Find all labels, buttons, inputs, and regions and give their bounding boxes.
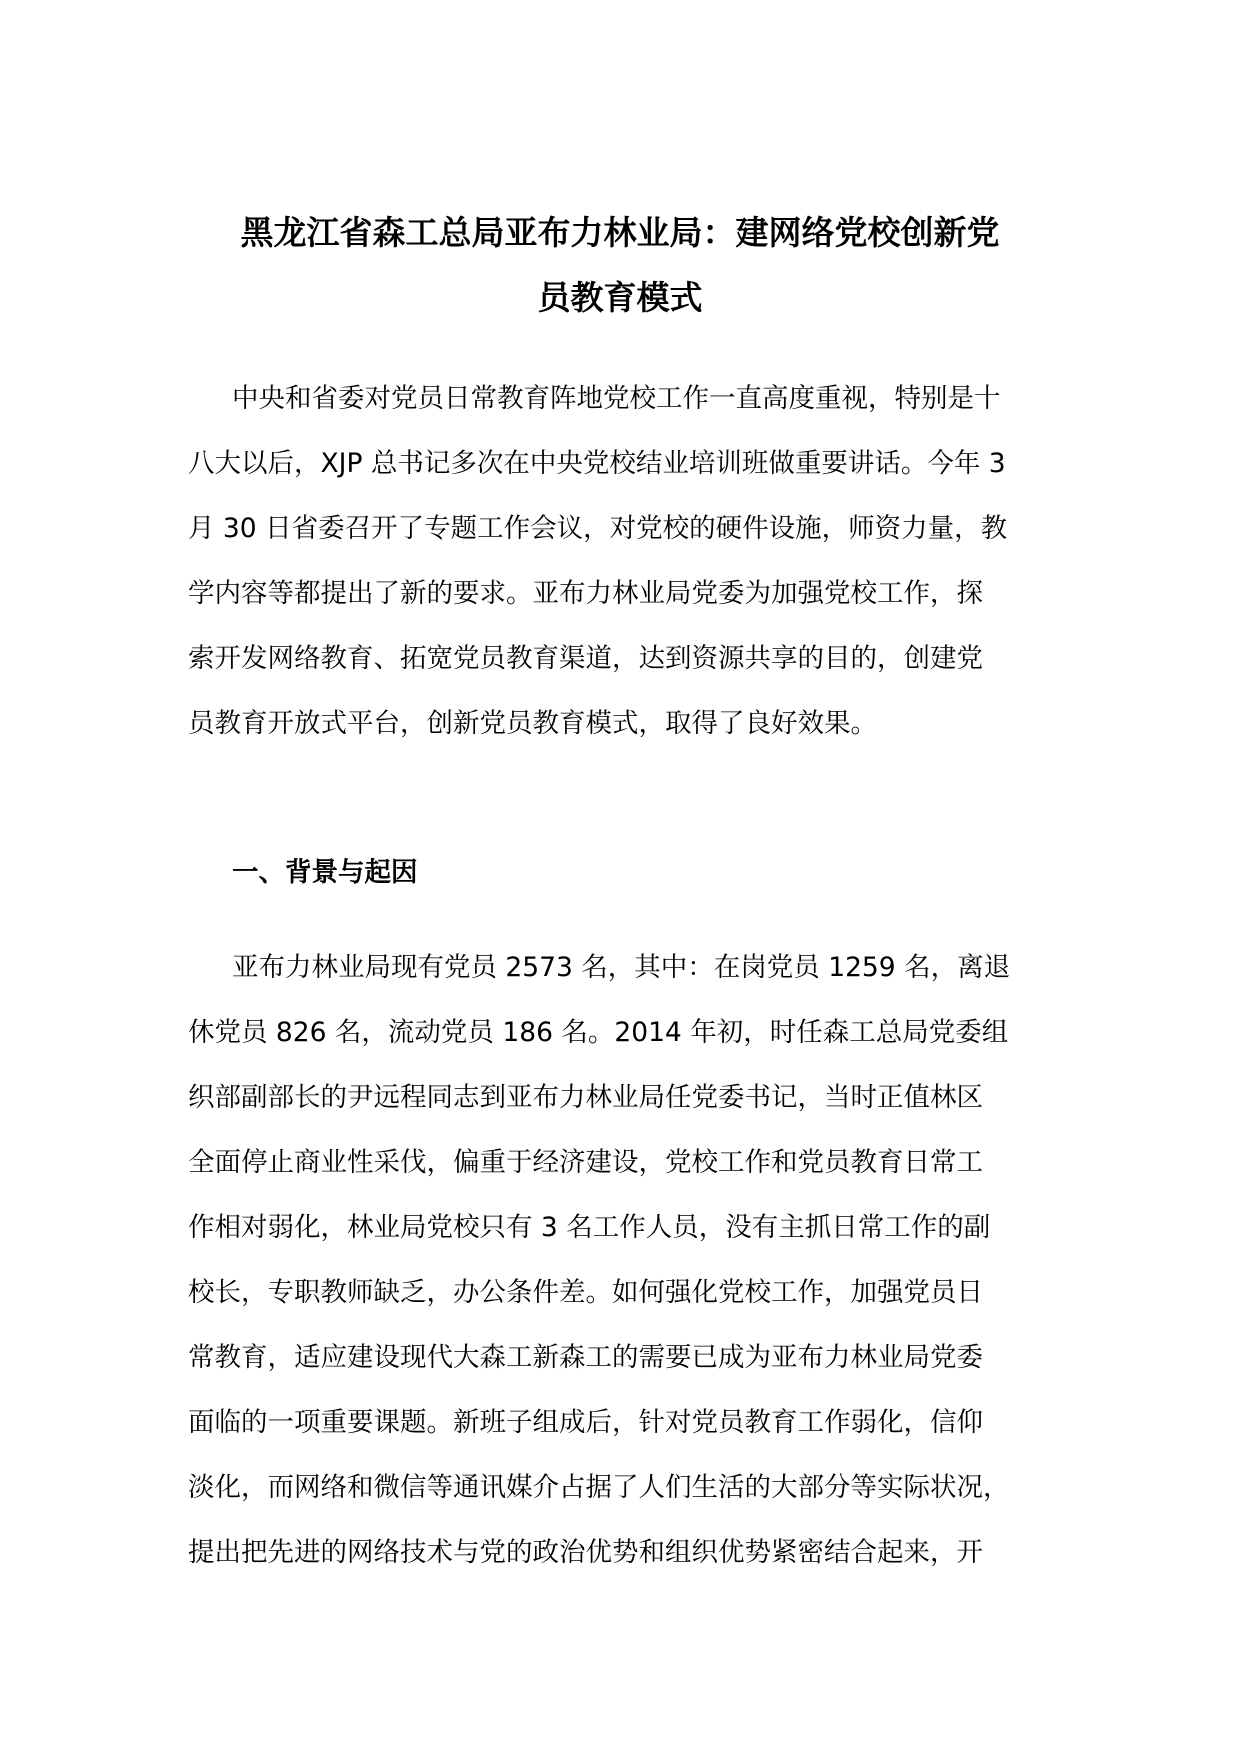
paragraph-line: 学内容等都提出了新的要求。亚布力林业局党委为加强党校工作，探 xyxy=(188,578,983,609)
paragraph-line: 员教育开放式平台，创新党员教育模式，取得了良好效果。 xyxy=(188,708,877,739)
paragraph-line: 休党员 826 名，流动党员 186 名。2014 年初，时任森工总局党委组 xyxy=(188,1017,1009,1048)
paragraph-line: 亚布力林业局现有党员 2573 名，其中：在岗党员 1259 名，离退 xyxy=(232,952,1011,983)
paragraph-line: 全面停止商业性采伐，偏重于经济建设，党校工作和党员教育日常工 xyxy=(188,1147,983,1178)
section-heading: 一、背景与起因 xyxy=(232,857,418,888)
paragraph-line: 淡化，而网络和微信等通讯媒介占据了人们生活的大部分等实际状况， xyxy=(188,1472,1010,1503)
paragraph-line: 月 30 日省委召开了专题工作会议，对党校的硬件设施，师资力量，教 xyxy=(188,513,1008,544)
paragraph-line: 中央和省委对党员日常教育阵地党校工作一直高度重视，特别是十 xyxy=(232,383,1001,414)
paragraph-line: 八大以后，XJP 总书记多次在中央党校结业培训班做重要讲话。今年 3 xyxy=(188,448,1006,479)
paragraph-line: 索开发网络教育、拓宽党员教育渠道，达到资源共享的目的，创建党 xyxy=(188,643,983,674)
paragraph-line: 提出把先进的网络技术与党的政治优势和组织优势紧密结合起来，开 xyxy=(188,1537,983,1568)
paragraph-line: 织部副部长的尹远程同志到亚布力林业局任党委书记，当时正值林区 xyxy=(188,1082,983,1113)
title-line: 员教育模式 xyxy=(537,278,703,317)
paragraph-line: 面临的一项重要课题。新班子组成后，针对党员教育工作弱化，信仰 xyxy=(188,1407,983,1438)
section1-paragraph xyxy=(188,935,1058,1585)
paragraph-line: 作相对弱化，林业局党校只有 3 名工作人员，没有主抓日常工作的副 xyxy=(188,1212,991,1243)
paragraph-line: 校长，专职教师缺乏，办公条件差。如何强化党校工作，加强党员日 xyxy=(188,1277,983,1308)
document-title xyxy=(186,200,1054,330)
intro-paragraph xyxy=(188,366,1058,756)
paragraph-line: 常教育，适应建设现代大森工新森工的需要已成为亚布力林业局党委 xyxy=(188,1342,983,1373)
title-line: 黑龙江省森工总局亚布力林业局：建网络党校创新党 xyxy=(240,213,1000,252)
